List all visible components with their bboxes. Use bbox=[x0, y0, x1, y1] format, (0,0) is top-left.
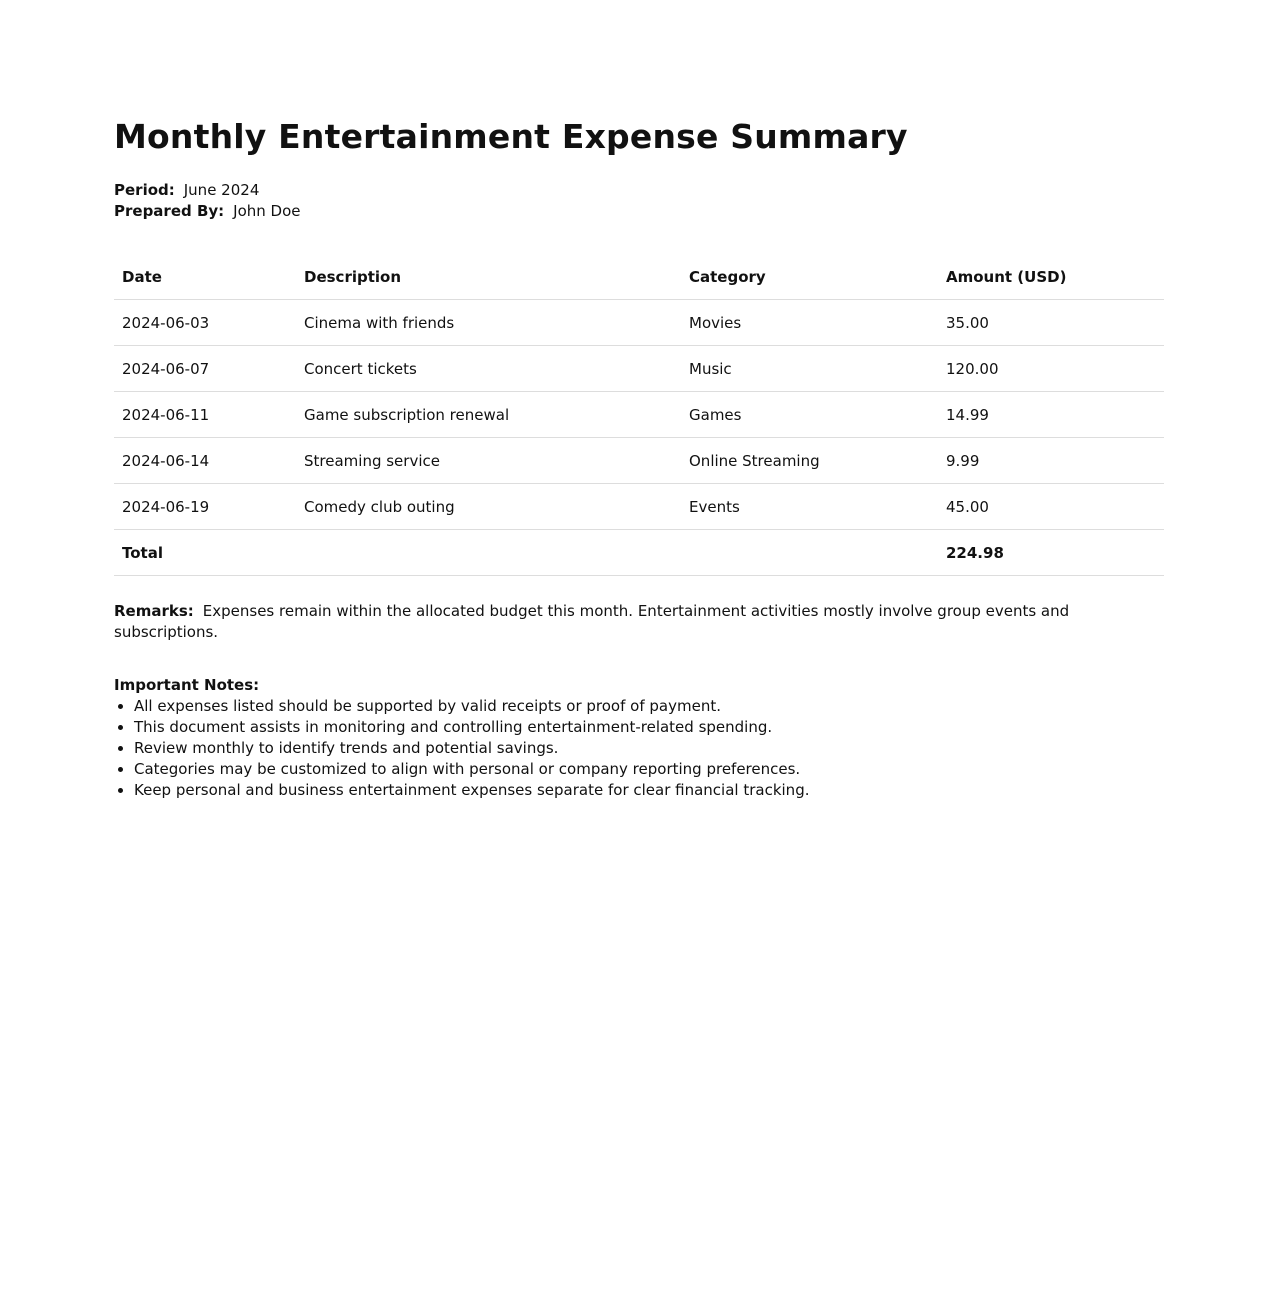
cell-category: Events bbox=[681, 484, 938, 530]
cell-description: Streaming service bbox=[296, 438, 681, 484]
cell-description: Game subscription renewal bbox=[296, 392, 681, 438]
prepared-by-label: Prepared By: bbox=[114, 202, 225, 220]
table-row bbox=[114, 438, 1164, 484]
cell-category: Games bbox=[681, 392, 938, 438]
list-item: • This document assists in monitoring and controlling entertainment-related spending. bbox=[134, 717, 1164, 738]
list-item: • All expenses listed should be supported by valid receipts or proof of payment. bbox=[134, 696, 1164, 717]
cell-category: Movies bbox=[681, 300, 938, 346]
header-description: Description bbox=[296, 254, 681, 300]
prepared-by-line bbox=[114, 201, 1164, 222]
cell-date: 2024-06-07 bbox=[114, 346, 296, 392]
expense-table bbox=[114, 254, 1164, 576]
header-amount: Amount (USD) bbox=[938, 254, 1164, 300]
cell-description: Cinema with friends bbox=[296, 300, 681, 346]
cell-category: Online Streaming bbox=[681, 438, 938, 484]
table-row bbox=[114, 392, 1164, 438]
cell-amount: 120.00 bbox=[938, 346, 1164, 392]
cell-date: 2024-06-11 bbox=[114, 392, 296, 438]
remarks-text: Expenses remain within the allocated budget this month. Entertainment activities mostly involve group events and subscriptions. bbox=[114, 602, 1070, 641]
table-header-row bbox=[114, 254, 1164, 300]
remarks-label: Remarks: bbox=[114, 602, 194, 620]
header-category: Category bbox=[681, 254, 938, 300]
cell-description: Concert tickets bbox=[296, 346, 681, 392]
total-label: Total bbox=[114, 530, 296, 576]
period-line bbox=[114, 180, 1164, 201]
table-row bbox=[114, 300, 1164, 346]
cell-amount: 45.00 bbox=[938, 484, 1164, 530]
remarks bbox=[114, 601, 1164, 643]
notes-label: Important Notes: bbox=[114, 676, 260, 694]
cell-amount: 35.00 bbox=[938, 300, 1164, 346]
cell-amount: 9.99 bbox=[938, 438, 1164, 484]
list-item: • Review monthly to identify trends and potential savings. bbox=[134, 738, 1164, 759]
header-date: Date bbox=[114, 254, 296, 300]
table-row bbox=[114, 346, 1164, 392]
cell-date: 2024-06-19 bbox=[114, 484, 296, 530]
document-meta bbox=[114, 180, 1164, 222]
total-empty-description bbox=[296, 530, 681, 576]
notes-list bbox=[114, 696, 1164, 801]
list-item: • Categories may be customized to align with personal or company reporting preferences. bbox=[134, 759, 1164, 780]
prepared-by-value: John Doe bbox=[233, 202, 301, 220]
cell-description: Comedy club outing bbox=[296, 484, 681, 530]
list-item: • Keep personal and business entertainment expenses separate for clear financial tracking. bbox=[134, 780, 1164, 801]
cell-category: Music bbox=[681, 346, 938, 392]
period-value: June 2024 bbox=[183, 181, 260, 199]
cell-date: 2024-06-14 bbox=[114, 438, 296, 484]
table-row bbox=[114, 484, 1164, 530]
total-row bbox=[114, 530, 1164, 576]
period-label: Period: bbox=[114, 181, 175, 199]
cell-date: 2024-06-03 bbox=[114, 300, 296, 346]
total-value: 224.98 bbox=[938, 530, 1164, 576]
cell-amount: 14.99 bbox=[938, 392, 1164, 438]
total-empty-category bbox=[681, 530, 938, 576]
page-title: Monthly Entertainment Expense Summary bbox=[114, 117, 908, 156]
important-notes bbox=[114, 675, 1164, 801]
